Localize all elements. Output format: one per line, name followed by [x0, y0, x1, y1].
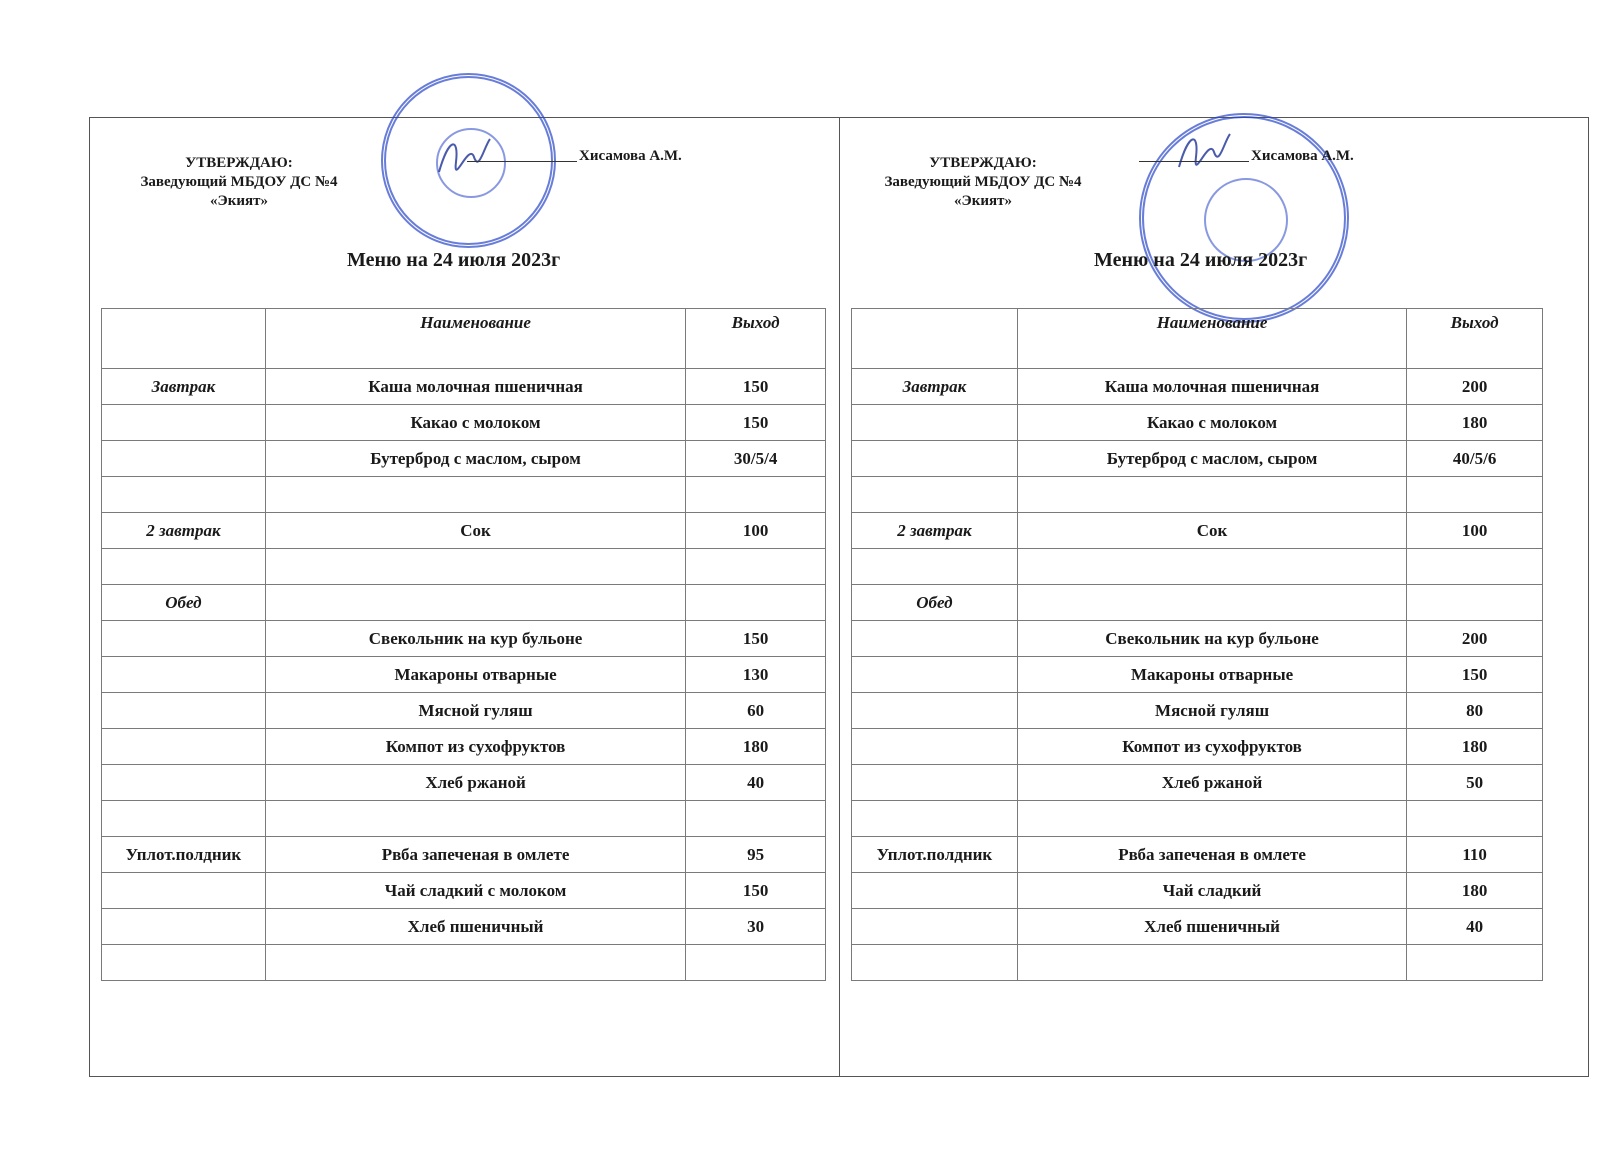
table-row [102, 945, 826, 981]
institution-name: «Экият» [210, 193, 268, 209]
signature-underline [467, 161, 577, 162]
dish-cell [1017, 585, 1406, 621]
yield-cell [686, 585, 826, 621]
table-row [852, 765, 1543, 801]
header-yield: Выход [686, 309, 826, 369]
dish-cell: Свекольник на кур бульоне [265, 621, 685, 657]
meal-cell [102, 549, 266, 585]
dish-cell: Сок [265, 513, 685, 549]
meal-cell [852, 405, 1018, 441]
yield-cell [686, 801, 826, 837]
dish-cell: Сок [1017, 513, 1406, 549]
meal-cell: 2 завтрак [102, 513, 266, 549]
dish-cell: Рвба запеченая в омлете [1017, 837, 1406, 873]
table-row [102, 549, 826, 585]
yield-cell: 40 [686, 765, 826, 801]
approver-position: Заведующий МБДОУ ДС №4 [140, 174, 338, 190]
table-row [852, 873, 1543, 909]
meal-cell [852, 621, 1018, 657]
meal-cell: Обед [102, 585, 266, 621]
yield-cell: 110 [1407, 837, 1543, 873]
dish-cell: Рвба запеченая в омлете [265, 837, 685, 873]
dish-cell: Свекольник на кур бульоне [1017, 621, 1406, 657]
header-name: Наименование [265, 309, 685, 369]
yield-cell: 180 [686, 729, 826, 765]
yield-cell [1407, 945, 1543, 981]
dish-cell: Мясной гуляш [1017, 693, 1406, 729]
dish-cell: Хлеб пшеничный [265, 909, 685, 945]
dish-cell: Чай сладкий с молоком [265, 873, 685, 909]
dish-cell [1017, 945, 1406, 981]
meal-cell [102, 765, 266, 801]
official-stamp-icon [1139, 113, 1349, 323]
approve-heading: УТВЕРЖДАЮ: [929, 155, 1037, 171]
yield-cell: 40 [1407, 909, 1543, 945]
table-row [852, 477, 1543, 513]
menu-table [851, 308, 1543, 981]
yield-cell: 150 [686, 369, 826, 405]
table-row [102, 873, 826, 909]
meal-cell: Обед [852, 585, 1018, 621]
signatory-name: Хисамова А.М. [579, 148, 682, 164]
yield-cell: 40/5/6 [1407, 441, 1543, 477]
meal-cell [852, 657, 1018, 693]
yield-cell: 30/5/4 [686, 441, 826, 477]
table-row [852, 621, 1543, 657]
meal-cell [102, 657, 266, 693]
yield-cell: 150 [686, 621, 826, 657]
table-row [852, 945, 1543, 981]
table-row [102, 405, 826, 441]
table-header-row [102, 309, 826, 369]
yield-cell [1407, 549, 1543, 585]
table-row [102, 477, 826, 513]
table-row [852, 837, 1543, 873]
meal-cell [852, 693, 1018, 729]
meal-cell [852, 441, 1018, 477]
yield-cell [686, 477, 826, 513]
table-row [852, 909, 1543, 945]
meal-cell [102, 405, 266, 441]
yield-cell: 200 [1407, 621, 1543, 657]
yield-cell: 50 [1407, 765, 1543, 801]
table-row [102, 585, 826, 621]
yield-cell [686, 549, 826, 585]
meal-cell [102, 873, 266, 909]
dish-cell [265, 585, 685, 621]
dish-cell: Бутерброд с маслом, сыром [265, 441, 685, 477]
signatory-name: Хисамова А.М. [1251, 148, 1354, 164]
menu-panel-right [839, 117, 1589, 1077]
meal-cell [102, 441, 266, 477]
signature-underline [1139, 161, 1249, 162]
dish-cell: Какао с молоком [1017, 405, 1406, 441]
table-header-row [852, 309, 1543, 369]
dish-cell: Макароны отварные [1017, 657, 1406, 693]
yield-cell: 60 [686, 693, 826, 729]
table-row [102, 729, 826, 765]
meal-cell [852, 765, 1018, 801]
meal-cell [852, 873, 1018, 909]
yield-cell: 180 [1407, 729, 1543, 765]
signature-line [467, 148, 682, 165]
header-meal [102, 309, 266, 369]
yield-cell [1407, 477, 1543, 513]
meal-cell: Завтрак [852, 369, 1018, 405]
meal-cell [852, 909, 1018, 945]
table-row [102, 513, 826, 549]
dish-cell: Хлеб пшеничный [1017, 909, 1406, 945]
institution-name: «Экият» [954, 193, 1012, 209]
table-row [102, 801, 826, 837]
table-row [102, 369, 826, 405]
meal-cell [102, 801, 266, 837]
dish-cell: Хлеб ржаной [265, 765, 685, 801]
meal-cell [102, 477, 266, 513]
dish-cell [265, 549, 685, 585]
table-row [852, 441, 1543, 477]
meal-cell [102, 729, 266, 765]
yield-cell: 130 [686, 657, 826, 693]
dish-cell: Каша молочная пшеничная [1017, 369, 1406, 405]
dish-cell [265, 945, 685, 981]
menu-title: Меню на 24 июля 2023г [1094, 249, 1308, 271]
dish-cell: Макароны отварные [265, 657, 685, 693]
meal-cell [102, 909, 266, 945]
yield-cell: 180 [1407, 873, 1543, 909]
dish-cell [265, 477, 685, 513]
yield-cell: 95 [686, 837, 826, 873]
meal-cell: 2 завтрак [852, 513, 1018, 549]
table-row [102, 657, 826, 693]
dish-cell: Бутерброд с маслом, сыром [1017, 441, 1406, 477]
table-row [102, 765, 826, 801]
dish-cell: Чай сладкий [1017, 873, 1406, 909]
approve-heading: УТВЕРЖДАЮ: [185, 155, 293, 171]
yield-cell [686, 945, 826, 981]
approver-position: Заведующий МБДОУ ДС №4 [884, 174, 1082, 190]
meal-cell [852, 549, 1018, 585]
table-row [102, 693, 826, 729]
meal-cell [852, 477, 1018, 513]
dish-cell [1017, 801, 1406, 837]
table-row [852, 729, 1543, 765]
yield-cell: 30 [686, 909, 826, 945]
meal-cell [102, 945, 266, 981]
menu-title: Меню на 24 июля 2023г [347, 249, 561, 271]
table-row [102, 837, 826, 873]
header-meal [852, 309, 1018, 369]
dish-cell: Мясной гуляш [265, 693, 685, 729]
yield-cell: 200 [1407, 369, 1543, 405]
meal-cell [852, 729, 1018, 765]
table-row [852, 513, 1543, 549]
yield-cell: 80 [1407, 693, 1543, 729]
yield-cell [1407, 585, 1543, 621]
table-row [852, 369, 1543, 405]
dish-cell: Хлеб ржаной [1017, 765, 1406, 801]
signature-line [1139, 148, 1354, 165]
meal-cell: Завтрак [102, 369, 266, 405]
dish-cell [1017, 549, 1406, 585]
table-row [852, 405, 1543, 441]
yield-cell: 150 [1407, 657, 1543, 693]
approval-block [853, 154, 1113, 211]
yield-cell: 100 [686, 513, 826, 549]
yield-cell: 150 [686, 873, 826, 909]
meal-cell [852, 945, 1018, 981]
table-row [852, 585, 1543, 621]
header-name: Наименование [1017, 309, 1406, 369]
approval-block [109, 154, 369, 211]
table-row [102, 621, 826, 657]
menu-panel-left [89, 117, 839, 1077]
table-row [852, 693, 1543, 729]
meal-cell: Уплот.полдник [102, 837, 266, 873]
dish-cell: Компот из сухофруктов [265, 729, 685, 765]
dish-cell: Какао с молоком [265, 405, 685, 441]
meal-cell: Уплот.полдник [852, 837, 1018, 873]
yield-cell: 100 [1407, 513, 1543, 549]
header-yield: Выход [1407, 309, 1543, 369]
meal-cell [102, 693, 266, 729]
dish-cell [1017, 477, 1406, 513]
meal-cell [852, 801, 1018, 837]
dish-cell: Каша молочная пшеничная [265, 369, 685, 405]
table-row [852, 801, 1543, 837]
yield-cell: 150 [686, 405, 826, 441]
yield-cell: 180 [1407, 405, 1543, 441]
dish-cell: Компот из сухофруктов [1017, 729, 1406, 765]
yield-cell [1407, 801, 1543, 837]
meal-cell [102, 621, 266, 657]
table-row [852, 549, 1543, 585]
table-row [102, 909, 826, 945]
table-row [102, 441, 826, 477]
dish-cell [265, 801, 685, 837]
menu-table [101, 308, 826, 981]
table-row [852, 657, 1543, 693]
